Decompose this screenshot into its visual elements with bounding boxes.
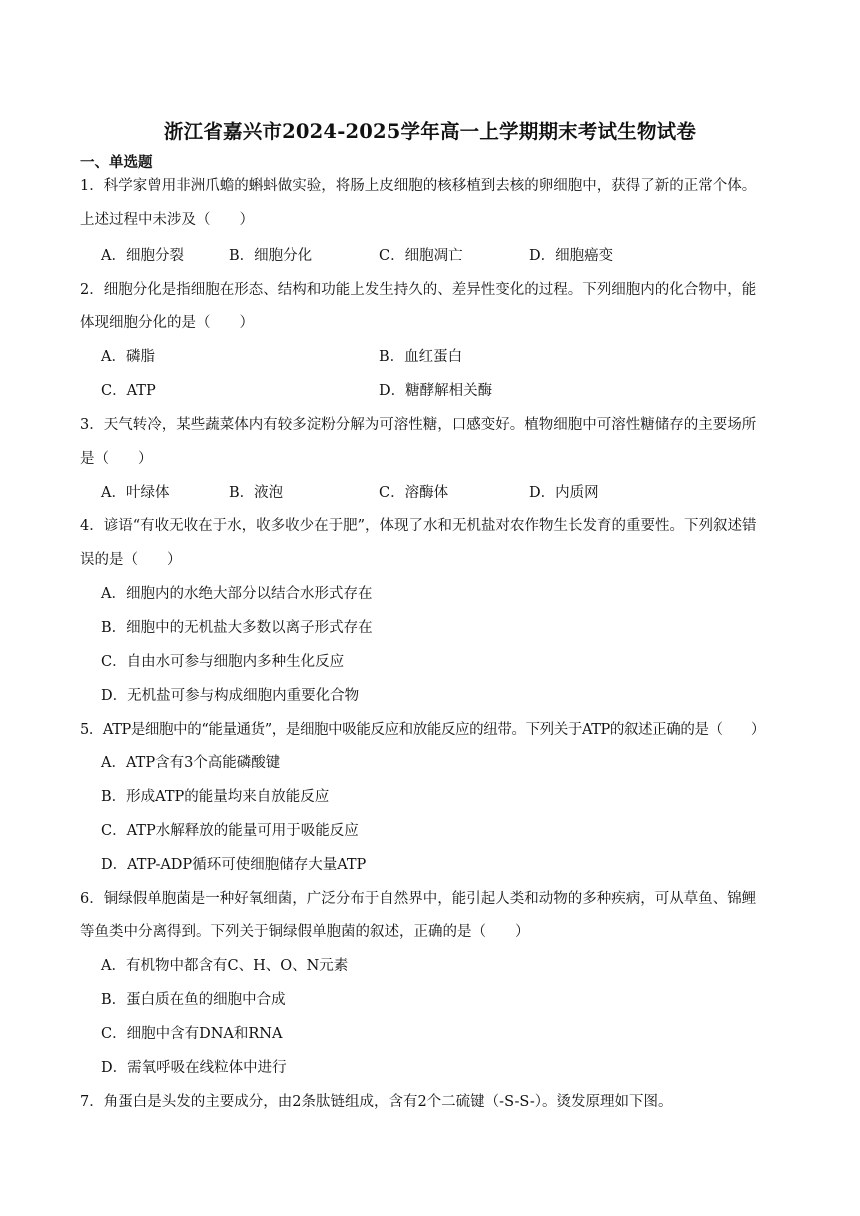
q4-option-d: D．无机盐可参与构成细胞内重要化合物 bbox=[101, 688, 360, 704]
q4-stem-line2: 误的是（ ） bbox=[80, 552, 182, 568]
q6-option-a: A．有机物中都含有C、H、O、N元素 bbox=[101, 958, 349, 974]
q5-option-a: A．ATP含有3个高能磷酸键 bbox=[101, 755, 281, 771]
q6-stem-line1: 6．铜绿假单胞菌是一种好氧细菌，广泛分布于自然界中，能引起人类和动物的多种疾病，可从草鱼、锦鲤 bbox=[80, 891, 757, 907]
q3-option-c: C．溶酶体 bbox=[379, 485, 449, 501]
q6-option-d: D．需氧呼吸在线粒体中进行 bbox=[101, 1060, 287, 1076]
q3-stem-line1: 3．天气转冷，某些蔬菜体内有较多淀粉分解为可溶性糖，口感变好。植物细胞中可溶性糖储存的主要场所 bbox=[80, 417, 757, 433]
q1-option-c: C．细胞凋亡 bbox=[379, 248, 463, 264]
q2-option-b: B．血红蛋白 bbox=[379, 349, 463, 365]
q1-option-b: B．细胞分化 bbox=[229, 248, 313, 264]
q6-stem-line2: 等鱼类中分离得到。下列关于铜绿假单胞菌的叙述，正确的是（ ） bbox=[80, 924, 530, 940]
q2-option-a: A．磷脂 bbox=[101, 349, 155, 365]
q4-option-a: A．细胞内的水绝大部分以结合水形式存在 bbox=[101, 586, 373, 602]
q5-option-c: C．ATP水解释放的能量可用于吸能反应 bbox=[101, 823, 359, 839]
q7-stem-line1: 7．角蛋白是头发的主要成分，由2条肽链组成，含有2个二硫键（-S-S-）。烫发原理如下图。 bbox=[80, 1094, 673, 1110]
q3-option-d: D．内质网 bbox=[529, 485, 599, 501]
q1-option-d: D．细胞癌变 bbox=[529, 248, 614, 264]
q2-option-c: C．ATP bbox=[101, 383, 156, 399]
q2-option-d: D．糖酵解相关酶 bbox=[379, 383, 493, 399]
q3-option-b: B．液泡 bbox=[229, 485, 284, 501]
q6-option-b: B．蛋白质在鱼的细胞中合成 bbox=[101, 992, 286, 1008]
q2-stem-line1: 2．细胞分化是指细胞在形态、结构和功能上发生持久的、差异性变化的过程。下列细胞内的化合物中，能 bbox=[80, 282, 757, 298]
q6-option-c: C．细胞中含有DNA和RNA bbox=[101, 1026, 283, 1042]
q3-stem-line2: 是（ ） bbox=[80, 451, 153, 467]
q5-option-d: D．ATP-ADP循环可使细胞储存大量ATP bbox=[101, 857, 367, 873]
q2-stem-line2: 体现细胞分化的是（ ） bbox=[80, 315, 254, 331]
q1-stem-line1: 1．科学家曾用非洲爪蟾的蝌蚪做实验，将肠上皮细胞的核移植到去核的卵细胞中，获得了新的正常个体。 bbox=[80, 178, 757, 194]
q5-option-b: B．形成ATP的能量均来自放能反应 bbox=[101, 789, 330, 805]
q4-option-b: B．细胞中的无机盐大多数以离子形式存在 bbox=[101, 620, 373, 636]
section-heading: 一、单选题 bbox=[80, 154, 153, 171]
q5-stem-line1: 5．ATP是细胞中的“能量通货”，是细胞中吸能反应和放能反应的纽带。下列关于ATP的叙述正确的是（ ） bbox=[80, 722, 765, 738]
exam-title: 浙江省嘉兴市2024-2025学年高一上学期期末考试生物试卷 bbox=[163, 120, 697, 143]
q1-stem-line2: 上述过程中未涉及（ ） bbox=[80, 212, 254, 228]
q4-stem-line1: 4．谚语“有收无收在于水，收多收少在于肥”，体现了水和无机盐对农作物生长发育的重要性。下列叙述错 bbox=[80, 518, 757, 534]
q3-option-a: A．叶绿体 bbox=[101, 485, 170, 501]
q4-option-c: C．自由水可参与细胞内多种生化反应 bbox=[101, 654, 345, 670]
q1-option-a: A．细胞分裂 bbox=[101, 248, 184, 264]
